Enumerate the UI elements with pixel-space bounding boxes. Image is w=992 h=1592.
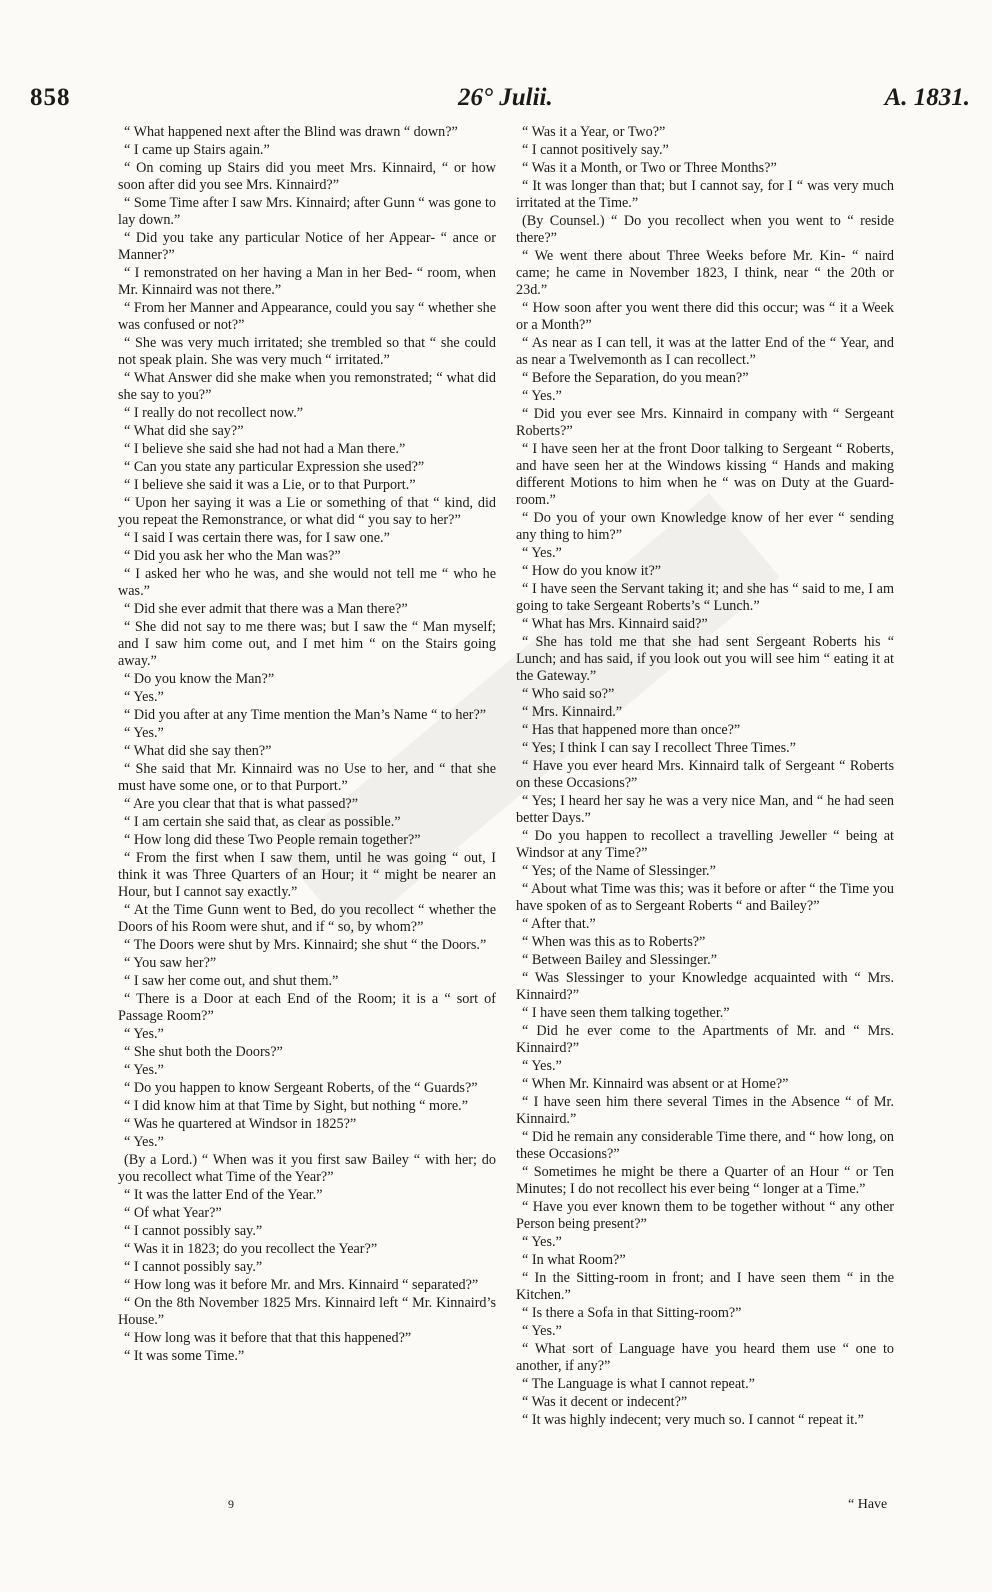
paragraph: “ Are you clear that that is what passed?” [124, 796, 359, 812]
paragraph: “ Did she ever admit that there was a Man there?” [124, 601, 408, 617]
catchword: “ Have [848, 1497, 888, 1512]
paragraph: “ Was it a Year, or Two?” [522, 124, 666, 140]
paragraph: “ Do you happen to know Sergeant Roberts, of the “ Guards?” [124, 1080, 478, 1096]
paragraph: “ As near as I can tell, it was at the latter End of the “ Year, and as near a Twelvemonth as I can recollect.” [516, 335, 894, 368]
paragraph: “ Have you ever heard Mrs. Kinnaird talk of Sergeant “ Roberts on these Occasions?” [516, 758, 894, 791]
paragraph: “ It was highly indecent; very much so. I cannot “ repeat it.” [522, 1412, 864, 1428]
paragraph: “ Was Slessinger to your Knowledge acquainted with “ Mrs. Kinnaird?” [516, 970, 894, 1003]
paragraph: “ I have seen them talking together.” [522, 1005, 730, 1021]
paragraph: “ There is a Door at each End of the Room; it is a “ sort of Passage Room?” [118, 991, 496, 1024]
right-column [516, 124, 894, 1430]
paragraph: “ I believe she said it was a Lie, or to that Purport.” [124, 477, 416, 493]
paragraph: “ Did he remain any considerable Time there, and “ how long, on these Occasions?” [516, 1129, 894, 1162]
paragraph: “ It was the latter End of the Year.” [124, 1187, 323, 1203]
paragraph: “ She shut both the Doors?” [124, 1044, 283, 1060]
paragraph: “ How long was it before that that this happened?” [124, 1330, 412, 1346]
paragraph: “ Upon her saying it was a Lie or something of that “ kind, did you repeat the Remonstrance, or what did “ you say to her?” [118, 495, 496, 528]
paragraph: “ What sort of Language have you heard them use “ one to another, if any?” [516, 1341, 894, 1374]
page-year: A. 1831. [884, 84, 970, 111]
paragraph: “ Was it a Month, or Two or Three Months?” [522, 160, 777, 176]
paragraph: “ You saw her?” [124, 955, 217, 971]
paragraph: “ On the 8th November 1825 Mrs. Kinnaird left “ Mr. Kinnaird’s House.” [118, 1295, 496, 1328]
paragraph: “ About what Time was this; was it before or after “ the Time you have spoken of as to Sergeant Roberts “ and Bailey?” [516, 881, 894, 914]
paragraph: “ How do you know it?” [522, 563, 662, 579]
paragraph: “ From the first when I saw them, until he was going “ out, I think it was Three Quarters of an Hour; it “ might be nearer an Hour, but I cannot say exactly.” [118, 850, 496, 900]
paragraph: “ Was he quartered at Windsor in 1825?” [124, 1116, 357, 1132]
paragraph: “ After that.” [522, 916, 596, 932]
paragraph: “ Have you ever known them to be together without “ any other Person being present?” [516, 1199, 894, 1232]
paragraph: “ Of what Year?” [124, 1205, 222, 1221]
paragraph: “ Yes.” [124, 725, 164, 741]
paragraph: “ On coming up Stairs did you meet Mrs. Kinnaird, “ or how soon after did you see Mrs. Kinnaird?” [118, 160, 496, 193]
paragraph: “ I came up Stairs again.” [124, 142, 270, 158]
signature-mark: 9 [228, 1497, 234, 1511]
paragraph: “ The Doors were shut by Mrs. Kinnaird; she shut “ the Doors.” [124, 937, 487, 953]
paragraph: “ I cannot possibly say.” [124, 1223, 263, 1239]
paragraph: “ I have seen her at the front Door talking to Sergeant “ Roberts, and have seen her at the Windows kissing “ Hands and making different Motions to him when he “ was on Duty at the Guard-room.” [516, 441, 894, 508]
paragraph: “ Some Time after I saw Mrs. Kinnaird; after Gunn “ was gone to lay down.” [118, 195, 496, 228]
paragraph: “ Did you take any particular Notice of her Appear- “ ance or Manner?” [118, 230, 496, 263]
paragraph: “ In the Sitting-room in front; and I have seen them “ in the Kitchen.” [516, 1270, 894, 1303]
paragraph: “ What happened next after the Blind was drawn “ down?” [124, 124, 458, 140]
paragraph: “ Yes.” [522, 1058, 562, 1074]
paragraph: “ How long was it before Mr. and Mrs. Kinnaird “ separated?” [124, 1277, 479, 1293]
paragraph: “ I remonstrated on her having a Man in her Bed- “ room, when Mr. Kinnaird was not there.” [118, 265, 496, 298]
paragraph: “ I have seen the Servant taking it; and she has “ said to me, I am going to take Sergeant Roberts’s “ Lunch.” [516, 581, 894, 614]
paragraph: (By Counsel.) “ Do you recollect when you went to “ reside there?” [516, 213, 894, 246]
paragraph: “ Did he ever come to the Apartments of Mr. and “ Mrs. Kinnaird?” [516, 1023, 894, 1056]
paragraph: “ How long did these Two People remain together?” [124, 832, 421, 848]
paragraph: “ Before the Separation, do you mean?” [522, 370, 749, 386]
paragraph: “ Sometimes he might be there a Quarter of an Hour “ or Ten Minutes; I do not recollect his ever being “ longer at a Time.” [516, 1164, 894, 1197]
paragraph: “ At the Time Gunn went to Bed, do you recollect “ whether the Doors of his Room were shut, and if “ so, by whom?” [118, 902, 496, 935]
paragraph: “ Yes.” [522, 388, 562, 404]
paragraph: “ Do you know the Man?” [124, 671, 275, 687]
paragraph: “ In what Room?” [522, 1252, 626, 1268]
paragraph: “ I cannot possibly say.” [124, 1259, 263, 1275]
paragraph: “ Has that happened more than once?” [522, 722, 741, 738]
paragraph: “ She was very much irritated; she trembled so that “ she could not speak plain. She was very much “ irritated.” [118, 335, 496, 368]
paragraph: “ Is there a Sofa in that Sitting-room?” [522, 1305, 742, 1321]
page-header [0, 84, 992, 124]
paragraph: “ Did you after at any Time mention the Man’s Name “ to her?” [124, 707, 487, 723]
left-column [118, 124, 496, 1366]
paragraph: “ I saw her come out, and shut them.” [124, 973, 339, 989]
paragraph: “ Did you ask her who the Man was?” [124, 548, 341, 564]
paragraph: “ We went there about Three Weeks before Mr. Kin- “ naird came; he came in November 1823, I think, near “ the 20th or 23d.” [516, 248, 894, 298]
paragraph: “ Do you happen to recollect a travelling Jeweller “ being at Windsor at any Time?” [516, 828, 894, 861]
paragraph: “ Yes.” [124, 1062, 164, 1078]
paragraph: “ I asked her who he was, and she would not tell me “ who he was.” [118, 566, 496, 599]
paragraph: “ I have seen him there several Times in the Absence “ of Mr. Kinnaird.” [516, 1094, 894, 1127]
paragraph: (By a Lord.) “ When was it you first saw Bailey “ with her; do you recollect what Time of the Year?” [118, 1152, 496, 1185]
paragraph: “ What has Mrs. Kinnaird said?” [522, 616, 708, 632]
paragraph: “ She has told me that she had sent Sergeant Roberts his “ Lunch; and has said, if you look out you will see him “ eating it at the Gateway.” [516, 634, 894, 684]
page-number: 858 [30, 84, 71, 111]
paragraph: “ It was some Time.” [124, 1348, 245, 1364]
paragraph: “ Yes.” [522, 545, 562, 561]
paragraph: “ Yes.” [124, 1026, 164, 1042]
paragraph: “ She did not say to me there was; but I saw the “ Man myself; and I saw him come out, and I met him “ on the Stairs going away.” [118, 619, 496, 669]
paragraph: “ Between Bailey and Slessinger.” [522, 952, 718, 968]
paragraph: “ Yes.” [124, 1134, 164, 1150]
paragraph: “ What did she say then?” [124, 743, 272, 759]
paragraph: “ I really do not recollect now.” [124, 405, 304, 421]
paragraph: “ Yes.” [124, 689, 164, 705]
paragraph: “ When Mr. Kinnaird was absent or at Home?” [522, 1076, 789, 1092]
paragraph: “ How soon after you went there did this occur; was “ it a Week or a Month?” [516, 300, 894, 333]
paragraph: “ Was it decent or indecent?” [522, 1394, 688, 1410]
paragraph: “ Mrs. Kinnaird.” [522, 704, 623, 720]
paragraph: “ She said that Mr. Kinnaird was no Use to her, and “ that she must have some one, or to that Purport.” [118, 761, 496, 794]
paragraph: “ Yes.” [522, 1323, 562, 1339]
paragraph: “ What did she say?” [124, 423, 244, 439]
page-date: 26° Julii. [458, 84, 553, 111]
paragraph: “ I said I was certain there was, for I saw one.” [124, 530, 390, 546]
paragraph: “ Was it in 1823; do you recollect the Year?” [124, 1241, 378, 1257]
paragraph: “ When was this as to Roberts?” [522, 934, 706, 950]
paragraph: “ Yes; I heard her say he was a very nice Man, and “ he had seen better Days.” [516, 793, 894, 826]
paragraph: “ I did know him at that Time by Sight, but nothing “ more.” [124, 1098, 469, 1114]
paragraph: “ Can you state any particular Expression she used?” [124, 459, 425, 475]
paragraph: “ Yes; of the Name of Slessinger.” [522, 863, 716, 879]
paragraph: “ From her Manner and Appearance, could you say “ whether she was confused or not?” [118, 300, 496, 333]
paragraph: “ Who said so?” [522, 686, 615, 702]
paragraph: “ I cannot positively say.” [522, 142, 669, 158]
paragraph: “ I am certain she said that, as clear as possible.” [124, 814, 401, 830]
paragraph: “ Do you of your own Knowledge know of her ever “ sending any thing to him?” [516, 510, 894, 543]
paragraph: “ What Answer did she make when you remonstrated; “ what did she say to you?” [118, 370, 496, 403]
paragraph: “ Yes; I think I can say I recollect Three Times.” [522, 740, 796, 756]
paragraph: “ It was longer than that; but I cannot say, for I “ was very much irritated at the Time.” [516, 178, 894, 211]
paragraph: “ I believe she said she had not had a Man there.” [124, 441, 406, 457]
paragraph: “ Yes.” [522, 1234, 562, 1250]
paragraph: “ Did you ever see Mrs. Kinnaird in company with “ Sergeant Roberts?” [516, 406, 894, 439]
paragraph: “ The Language is what I cannot repeat.” [522, 1376, 755, 1392]
